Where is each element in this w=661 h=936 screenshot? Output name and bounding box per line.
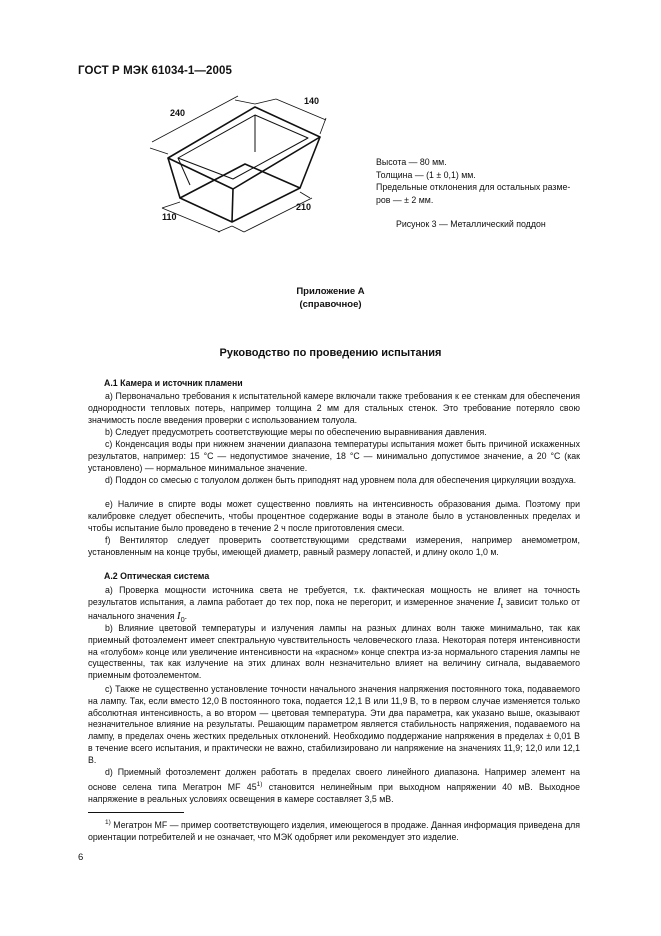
- symbol-i-t: I: [497, 595, 501, 608]
- section-a2-heading: А.2 Оптическая система: [104, 571, 210, 581]
- paragraph-a2-a: а) Проверка мощности источника света не требуется, т.к. фактическая мощность не влияет на точность результатов испытания, а лампа работает до тех пор, пока не перегорит, и измеренное значение $I_t$ зависит только от начального значения $I_0$.: [88, 585, 581, 625]
- paragraph-a2-d: d) Приемный фотоэлемент должен работать в пределах своего линейного диапазона. Например элемент на основе селена типа Мегатрон MF 45$^{1)}$ становится нелинейным при выходном напряжении 40 мВ. Выходное напряжение в реальных условиях освещения в камере составляет 3,5 мВ.: [88, 767, 580, 804]
- footnote-ref: 1): [256, 780, 263, 788]
- dim-label-140: 140: [304, 96, 320, 106]
- footnote-text: Мегатрон MF — пример соответствующего изделия, имеющегося в продаже. Данная информация приведена для ориентации потребителей и не означает, что МЭК одобряет или рекомендует это изделие.: [88, 819, 580, 842]
- paragraph-a1-b: b) Следует предусмотреть соответствующие меры по обеспечению выравнивания давления.: [105, 427, 487, 437]
- dim-label-240: 240: [170, 108, 186, 118]
- paragraph-a2-c: c) Также не существенно установление точности начального значения напряжения постоянного тока, подаваемого на лампу. Так, если вместо 12,0 В постоянного тока, подается 12,1 В или 11,9 В, то в первом случае изменяется только абсолютная интенсивность, а во втором — цветовая температура. Эти два параметра, как указано выше, оказывают незначительное влияние на результаты. Решающим параметром является стабильность напряжения, подаваемого на лампу, в пределах очень жестких предельных отклонений. Необходимо поддержание напряжения в пределах ± 0,01 В в течение всего испытания, и практически не важно, стабилизировано ли напряжение на значениях 11,9; 12,0 или 12,1 В.: [88, 684, 580, 765]
- dim-label-110: 110: [162, 212, 177, 222]
- figure-note-thickness: Толщина — (1 ± 0,1) мм.: [376, 169, 476, 180]
- paragraph-a1-a: а) Первоначально требования к испытательной камере включали также требования к ее стенкам для обеспечения однородности тепловых потерь, например толщина 2 мм для стальных стенок. Это требование потеряло свою значимость после введения проверки с использованием толуола.: [88, 391, 580, 425]
- footnote-mark: 1): [105, 819, 111, 826]
- metal-tray-drawing: [140, 90, 340, 235]
- figure-caption: Рисунок 3 — Металлический поддон: [396, 219, 546, 229]
- paragraph-a1-d: d) Поддон со смесью с толуолом должен быть приподнят над уровнем пола для обеспечения циркуляции воздуха.: [105, 475, 577, 485]
- footnote-divider: [88, 812, 184, 813]
- paragraph-a1-e: e) Наличие в спирте воды может существенно повлиять на интенсивность образования дыма. Поэтому при калибровке следует обеспечить, чтобы процентное содержание воды в этаноле было в установленных пределах и чтобы испытание было проведено в течение 2 ч после приготовления смеси.: [88, 499, 580, 533]
- appendix-heading: [0, 285, 661, 311]
- symbol-i-0: I: [176, 610, 181, 623]
- page-number: 6: [78, 852, 84, 863]
- figure-note-tolerance-1: Предельные отклонения для остальных разме-: [376, 182, 571, 192]
- paragraph-a1-c: c) Конденсация воды при нижнем значении диапазона температуры испытания может быть причиной искаженных результатов, например: 15 °С — недопустимое значение, 18 °С — минимально допустимое значение, а 20 °С (как установлено) — нормальное минимальное значение.: [88, 439, 580, 473]
- document-header: ГОСТ Р МЭК 61034-1—2005: [78, 65, 232, 77]
- main-title: Руководство по проведению испытания: [219, 347, 442, 359]
- figure-note-height: Высота — 80 мм.: [376, 157, 447, 167]
- section-a1-heading: А.1 Камера и источник пламени: [104, 378, 243, 388]
- figure-note-tolerance-2: ров — ± 2 мм.: [376, 194, 434, 205]
- appendix-label: Приложение А: [296, 286, 365, 297]
- dim-label-210: 210: [296, 202, 312, 212]
- footnote: [88, 817, 580, 844]
- paragraph-a2-b: b) Влияние цветовой температуры и излучения лампы на разных длинах волн также минимально, так как приемный фотоэлемент имеет спектральную чувствительность человеческого глаза. Некоторая потеря интенсивности на «голубом» конце или увеличение интенсивности на «красном» конце спектра из-за нормального старения лампы не существенны, так как излучение на этих длинах волн незначительно влияет на величину сигнала, выдаваемого приемным фотоэлементом.: [88, 623, 580, 681]
- appendix-type: (справочное): [299, 299, 362, 310]
- paragraph-a1-f: f) Вентилятор следует проверить соответствующими средствами измерения, например анемометром, установленным на конце трубы, имеющей диаметр, равный размеру лопастей, и длину около 1,0 м.: [88, 535, 580, 557]
